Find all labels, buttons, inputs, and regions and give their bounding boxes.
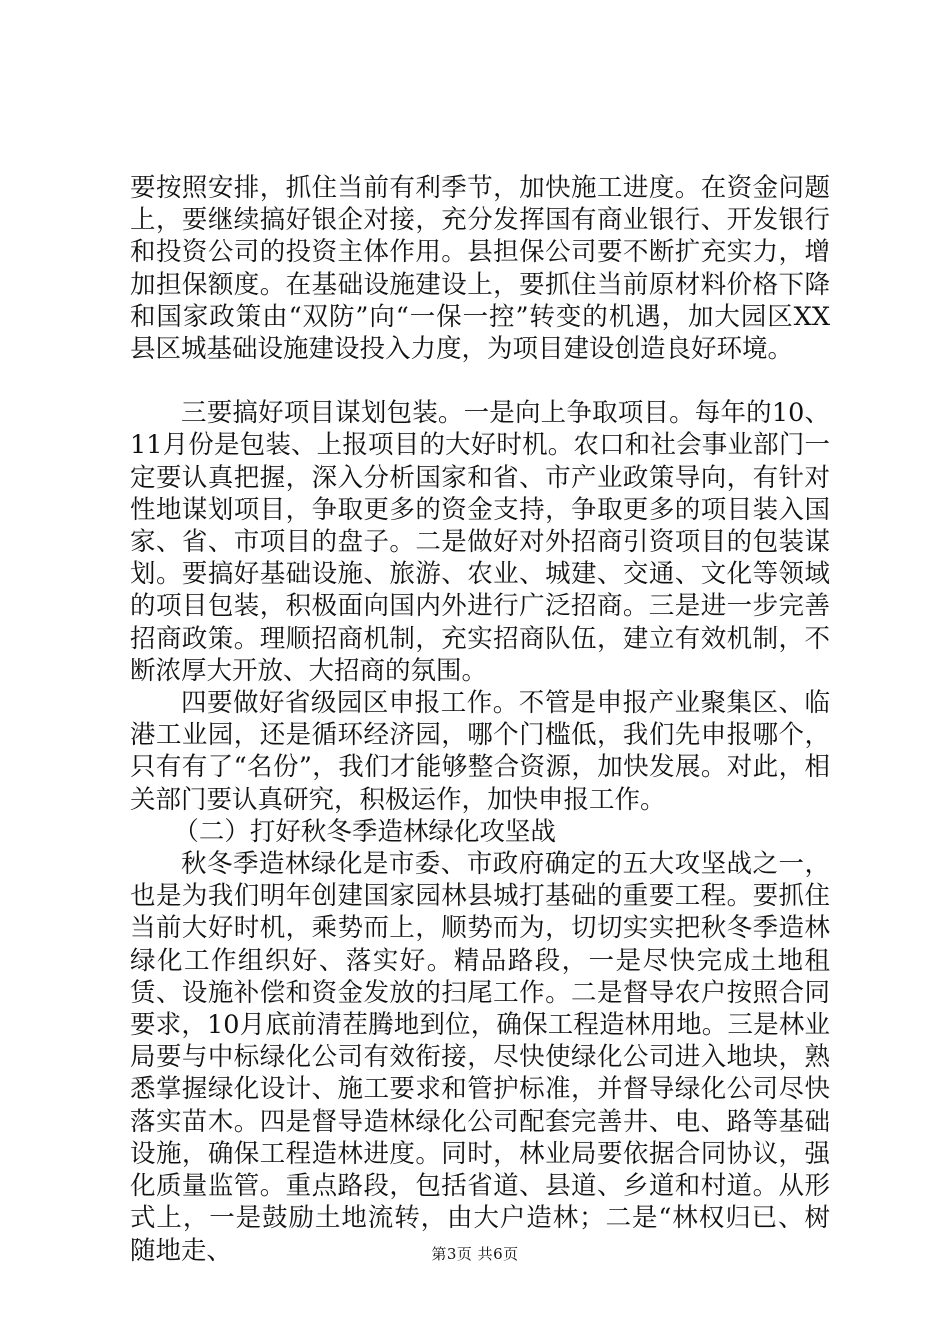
paragraph-project-planning: 三要搞好项目谋划包装。一是向上争取项目。每年的10、11月份是包装、上报项目的大好时机。农口和社会事业部门一定要认真把握，深入分析国家和省、市产业政策导向，有针对性地谋划项目，争取更多的资金支持，争取更多的项目装入国家、省、市项目的盘子。二是做好对外招商引资项目的包装谋划。要搞好基础设施、旅游、农业、城建、交通、文化等领域的项目包装，积极面向国内外进行广泛招商。三是进一步完善招商政策。理顺招商机制，充实招商队伍，建立有效机制，不断浓厚大开放、大招商的氛围。 xyxy=(130,398,830,686)
section-heading-afforestation: （二）打好秋冬季造林绿化攻坚战 xyxy=(173,816,556,847)
paragraph-afforestation: 秋冬季造林绿化是市委、市政府确定的五大攻坚战之一，也是为我们明年创建国家园林县城打基础的重要工程。要抓住当前大好时机，乘势而上，顺势而为，切切实实把秋冬季造林绿化工作组织好、落实好。精品路段，一是尽快完成土地租赁、设施补偿和资金发放的扫尾工作。二是督导农户按照合同要求，10月底前清茬腾地到位，确保工程造林用地。三是林业局要与中标绿化公司有效衔接，尽快使绿化公司进入地块，熟悉掌握绿化设计、施工要求和管护标准，并督导绿化公司尽快落实苗木。四是督导造林绿化公司配套完善井、电、路等基础设施，确保工程造林进度。同时，林业局要依据合同协议，强化质量监管。重点路段，包括省道、县道、乡道和村道。从形式上，一是鼓励土地流转，由大户造林；二是“林权归已、树随地走、 xyxy=(130,849,830,1266)
paragraph-park-application: 四要做好省级园区申报工作。不管是申报产业聚集区、临港工业园，还是循环经济园，哪个门槛低，我们先申报哪个，只有有了“名份”，我们才能够整合资源，加快发展。对此，相关部门要认真研究，积极运作，加快申报工作。 xyxy=(130,688,830,815)
paragraph-funding-infrastructure: 要按照安排，抓住当前有利季节，加快施工进度。在资金问题上，要继续搞好银企对接，充分发挥国有商业银行、开发银行和投资公司的投资主体作用。县担保公司要不断扩充实力，增加担保额度。在基础设施建设上，要抓住当前原材料价格下降和国家政策由“双防”向“一保一控”转变的机遇，加大园区XX县区城基础设施建设投入力度，为项目建设创造良好环境。 xyxy=(130,173,830,365)
document-body xyxy=(130,172,830,1267)
page-number-footer: 第3页 共6页 xyxy=(431,1245,519,1263)
